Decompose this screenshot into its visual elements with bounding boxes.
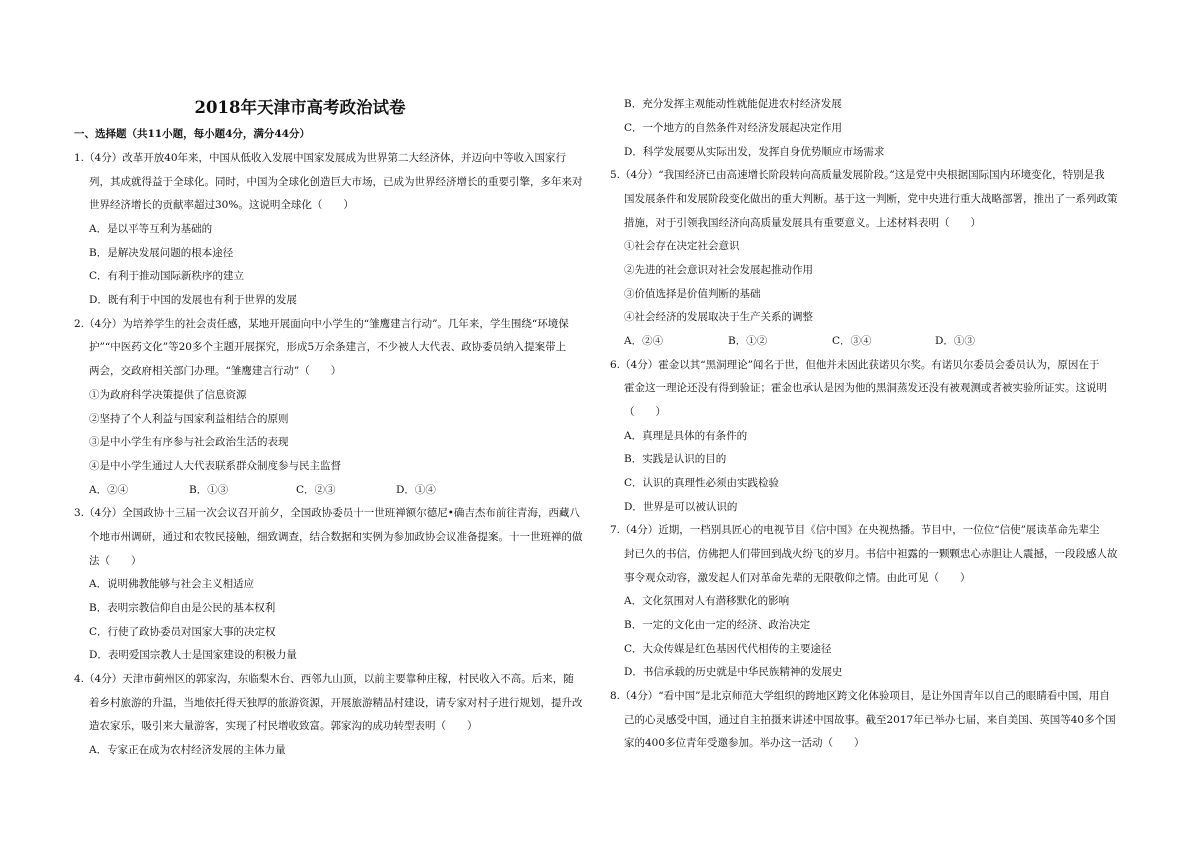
question-7-option-c: C．大众传媒是红色基因代代相传的主要途径 xyxy=(624,643,832,655)
question-3-option-c: C．行使了政协委员对国家大事的决定权 xyxy=(89,626,276,638)
question-2-item-4: ④是中小学生通过人大代表联系群众制度参与民主监督 xyxy=(89,460,341,472)
question-6-line-2: 霍金这一理论还没有得到验证；霍金也承认是因为他的黑洞蒸发还没有被观测或者被实验所证实。这说明 xyxy=(624,382,1107,394)
question-5-item-1: ①社会存在决定社会意识 xyxy=(624,240,740,252)
question-3-option-d: D．表明爱国宗教人士是国家建设的积极力量 xyxy=(89,649,297,661)
question-6-option-c: C．认识的真理性必须由实践检验 xyxy=(624,477,780,489)
question-6-option-d: D．世界是可以被认识的 xyxy=(624,501,738,513)
question-8-line-1: 8.（4分）“看中国”是北京师范大学组织的跨地区跨文化体验项目，是让外国青年以自己的眼睛看中国，用自 xyxy=(610,690,1110,702)
question-1-line-3: 世界经济增长的贡献率超过30%。这说明全球化（ ） xyxy=(89,199,354,211)
question-1-option-a: A．是以平等互利为基础的 xyxy=(89,223,213,235)
question-3-line-1: 3.（4分）全国政协十三届一次会议召开前夕，全国政协委员十一世班禅额尔德尼•确吉杰布前往青海，西藏八 xyxy=(74,507,580,519)
question-7-option-b: B．一定的文化由一定的经济、政治决定 xyxy=(624,619,811,631)
question-2-line-1: 2.（4分）为培养学生的社会责任感，某地开展面向中小学生的“雏鹰建言行动”。几年来，学生围绕“环境保 xyxy=(74,318,569,330)
question-7-line-2: 封已久的书信，仿佛把人们带回到战火纷飞的岁月。书信中袒露的一颗颗忠心赤胆让人震撼，一段段感人故 xyxy=(624,548,1118,560)
question-2-options xyxy=(89,483,436,497)
question-5-option-a: A．②④ xyxy=(624,335,664,347)
question-6-line-3: （ ） xyxy=(624,406,666,418)
question-2-option-c: C．②③ xyxy=(296,484,336,496)
question-5-option-c: C．③④ xyxy=(832,335,872,347)
section-heading: 一、选择题（共11小题，每小题4分，满分44分） xyxy=(74,128,311,140)
question-5-line-3: 措施，对于引领我国经济向高质量发展具有重要意义。上述材料表明（ ） xyxy=(624,217,981,229)
question-2-line-3: 两会，交政府相关部门办理。“雏鹰建言行动”（ ） xyxy=(89,365,342,377)
question-5-line-2: 国发展条件和发展阶段变化做出的重大判断。基于这一判断，党中央进行重大战略部署，推出了一系列政策 xyxy=(624,193,1118,205)
question-5-option-d: D．①③ xyxy=(935,335,975,347)
question-5-item-2: ②先进的社会意识对社会发展起推动作用 xyxy=(624,264,813,276)
question-1-line-2: 列，其成就得益于全球化。同时，中国为全球化创造巨大市场，已成为世界经济增长的重要引擎，多年来对 xyxy=(89,176,583,188)
question-2-item-1: ①为政府科学决策提供了信息资源 xyxy=(89,389,247,401)
question-4-line-2: 着乡村旅游的升温，当地依托得天独厚的旅游资源，开展旅游精品村建设，请专家对村子进行规划，提升改 xyxy=(89,697,583,709)
question-5-option-b: B．①② xyxy=(728,335,768,347)
question-5-item-4: ④社会经济的发展取决于生产关系的调整 xyxy=(624,311,813,323)
question-2-option-d: D．①④ xyxy=(396,484,436,496)
question-1-option-b: B．是解决发展问题的根本途径 xyxy=(89,247,234,259)
question-4-line-1: 4.（4分）天津市蓟州区的郭家沟，东临梨木台、西邻九山顶，以前主要靠种庄稼，村民收入不高。后来，随 xyxy=(74,673,574,685)
question-8-line-3: 家的400多位青年受邀参加。举办这一活动（ ） xyxy=(624,737,865,749)
question-6-option-a: A．真理是具体的有条件的 xyxy=(624,430,748,442)
question-2-item-3: ③是中小学生有序参与社会政治生活的表现 xyxy=(89,436,289,448)
question-3-option-b: B．表明宗教信仰自由是公民的基本权利 xyxy=(89,602,276,614)
question-2-line-2: 护”“中医药文化”等20多个主题开展探究，形成5万余条建言，不少被人大代表、政协委员纳入提案带上 xyxy=(89,341,567,353)
question-3-line-3: 法（ ） xyxy=(89,555,142,567)
question-7-line-3: 事令观众动容，激发起人们对革命先辈的无限敬仰之情。由此可见（ ） xyxy=(624,572,971,584)
question-2-option-a: A．②④ xyxy=(89,484,129,496)
question-1-option-d: D．既有利于中国的发展也有利于世界的发展 xyxy=(89,294,297,306)
question-4-option-d: D．科学发展要从实际出发，发挥自身优势顺应市场需求 xyxy=(624,146,885,158)
question-7-line-1: 7.（4分）近期，一档别具匠心的电视节目《信中国》在央视热播。节目中，一位位“信使”展读革命先辈尘 xyxy=(610,524,1100,536)
question-7-option-d: D．书信承载的历史就是中华民族精神的发展史 xyxy=(624,666,843,678)
question-4-line-3: 造农家乐，吸引来大量游客，实现了村民增收致富。郭家沟的成功转型表明（ ） xyxy=(89,720,478,732)
question-1-line-1: 1.（4分）改革开放40年来，中国从低收入发展中国家发展成为世界第二大经济体，并迈向中等收入国家行 xyxy=(74,152,567,164)
question-2-item-2: ②坚持了个人利益与国家利益相结合的原则 xyxy=(89,413,289,425)
question-2-option-b: B．①③ xyxy=(189,484,229,496)
question-4-option-c: C．一个地方的自然条件对经济发展起决定作用 xyxy=(624,122,843,134)
question-3-option-a: A．说明佛教能够与社会主义相适应 xyxy=(89,578,255,590)
question-3-line-2: 个地市州调研，通过和农牧民接触，细致调查，结合数据和实例为参加政协会议准备提案。十一世班禅的做 xyxy=(89,531,583,543)
question-5-line-1: 5.（4分）“我国经济已由高速增长阶段转向高质量发展阶段。”这是党中央根据国际国内环境变化，特别是我 xyxy=(610,169,1105,181)
question-8-line-2: 己的心灵感受中国，通过自主拍摄来讲述中国故事。截至2017年已举办七届，来自美国、英国等40多个国 xyxy=(624,714,1116,726)
question-7-option-a: A．文化氛围对人有潜移默化的影响 xyxy=(624,595,790,607)
question-4-option-b: B．充分发挥主观能动性就能促进农村经济发展 xyxy=(624,98,842,110)
question-5-options xyxy=(624,334,975,348)
question-1-option-c: C．有利于推动国际新秩序的建立 xyxy=(89,270,245,282)
question-6-option-b: B．实践是认识的目的 xyxy=(624,453,727,465)
question-4-option-a: A．专家正在成为农村经济发展的主体力量 xyxy=(89,744,286,756)
question-5-item-3: ③价值选择是价值判断的基础 xyxy=(624,288,761,300)
question-6-line-1: 6.（4分）霍金以其“黑洞理论”闻名于世，但他并未因此获诺贝尔奖。有诺贝尔委员会委员认为，原因在于 xyxy=(610,359,1100,371)
page-title: 2018年天津市高考政治试卷 xyxy=(194,98,406,117)
